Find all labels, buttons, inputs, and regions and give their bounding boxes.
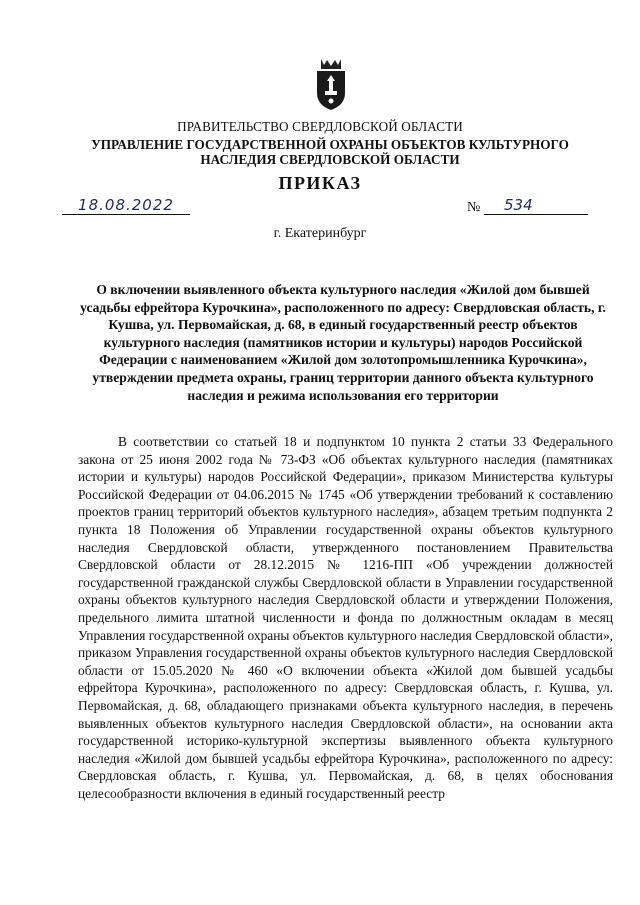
order-heading: О включении выявленного объекта культурного наследия «Жилой дом бывшей усадьбы ефрейтора Курочкина», расположенного по адресу: Свердловская область, г. Кушва, ул. Первомайская, д. 68, в единый государственный реестр объектов культурного наследия (памятников истории и культуры) народов Российской Федерации с наименованием «Жилой дом золотопромышленника Курочкина», утверждении предмета охраны, границ территории данного объекта культурного наследия и режима использования его территории [80,282,606,403]
order-body [78,433,613,802]
order-number: 534 [484,196,588,215]
coat-of-arms-icon [313,57,349,111]
number-label: № [467,200,481,215]
government-name: ПРАВИТЕЛЬСТВО СВЕРДЛОВСКОЙ ОБЛАСТИ [177,119,463,134]
department-name: УПРАВЛЕНИЕ ГОСУДАРСТВЕННОЙ ОХРАНЫ ОБЪЕКТОВ КУЛЬТУРНОГО НАСЛЕДИЯ СВЕРДЛОВСКОЙ ОБЛАСТИ [91,137,569,167]
body-paragraph: В соответствии со статьей 18 и подпунктом 10 пункта 2 статьи 33 Федерального закона от 25 июня 2002 года № 73-ФЗ «Об объектах культурного наследия (памятниках истории и культуры) народов Российской Федерации», приказом Министерства культуры Российской Федерации от 04.06.2015 № 1745 «Об утверждении требований к составлению проектов границ территорий объектов культурного наследия», абзацем третьим подпункта 2 пункта 18 Положения об Управлении государственной охраны объектов культурного наследия Свердловской области, утвержденного постановлением Правительства Свердловской области от 28.12.2015 № 1216-ПП «Об учреждении должностей государственной гражданской службы Свердловской области в Управлении государственной охраны объектов культурного наследия Свердловской области и утверждении Положения, предельного лимита штатной численности и фонда по должностным окладам в месяц Управления государственной охраны объектов культурного наследия Свердловской области», приказом Управления государственной охраны объектов культурного наследия Свердловской области от 15.05.2020 № 460 «О включении объекта «Жилой дом бывшей усадьбы ефрейтора Курочкина», расположенного по адресу: Свердловская область, г. Кушва, ул. Первомайская, д. 68, обладающего признаками объекта культурного наследия, в перечень выявленных объектов культурного наследия Свердловской области», на основании акта государственной историко-культурной экспертизы выявленного объекта культурного наследия «Жилой дом бывшей усадьбы ефрейтора Курочкина», расположенного по адресу: Свердловская область, г. Кушва, ул. Первомайская, д. 68, в целях обоснования целесообразности включения в единый государственный реестр [78,434,613,801]
order-date: 18.08.2022 [62,196,190,215]
city: г. Екатеринбург [273,226,367,241]
document-type: ПРИКАЗ [278,173,362,193]
